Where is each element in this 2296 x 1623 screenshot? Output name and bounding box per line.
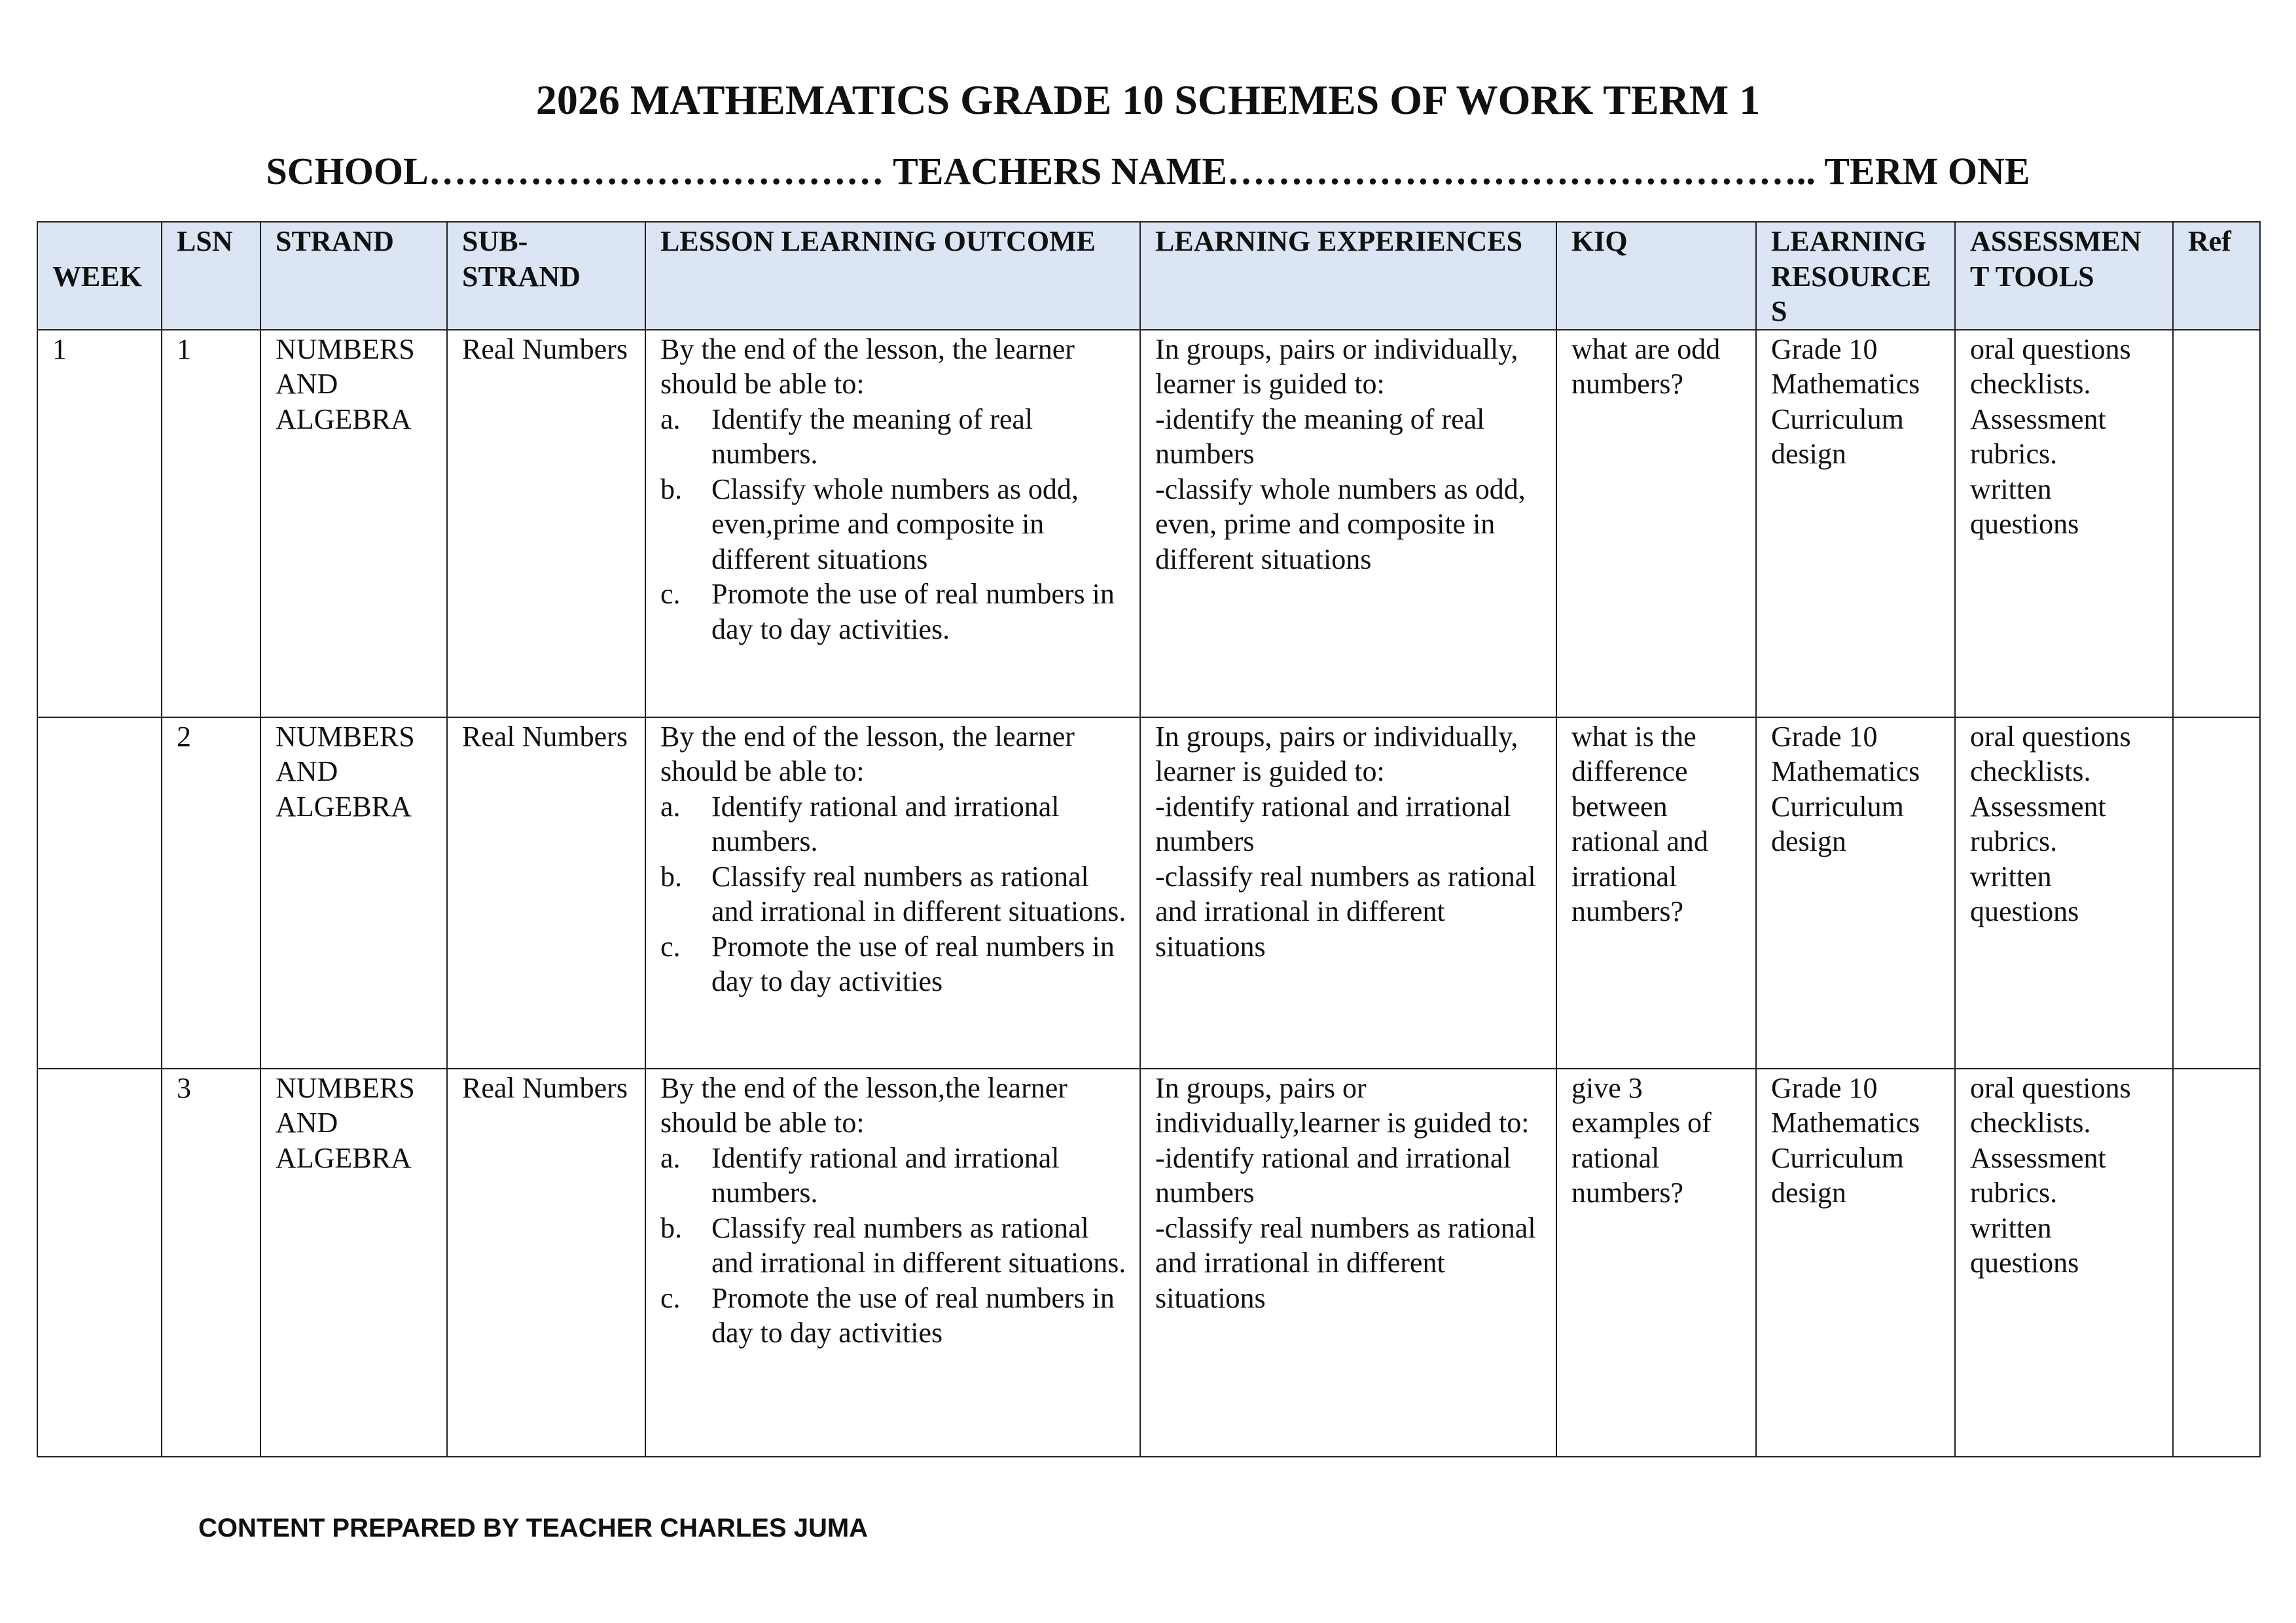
header-sub-strand: SUB-STRAND (447, 222, 645, 330)
cell-kiq: what are odd numbers? (1556, 330, 1756, 717)
cell-learning-resources: Grade 10 Mathematics Curriculum design (1756, 717, 1955, 1069)
footer-credit: CONTENT PREPARED BY TEACHER CHARLES JUMA (198, 1514, 869, 1543)
scheme-of-work-table (37, 221, 2261, 1457)
list-item-letter: c. (660, 578, 681, 610)
list-item-text: Classify real numbers as rational and irrational in different situations. (711, 860, 1126, 927)
cell-lesson-learning-outcome (645, 330, 1140, 717)
list-item (660, 929, 1126, 999)
experience-line: -identify rational and irrational numbers (1155, 790, 1511, 857)
list-item-letter: c. (660, 930, 681, 963)
list-item-letter: a. (660, 790, 681, 823)
cell-lesson-learning-outcome (645, 717, 1140, 1069)
outcome-intro: By the end of the lesson, the learner should be able to: (660, 720, 1075, 787)
cell-ref (2173, 717, 2260, 1069)
cell-strand: NUMBERS AND ALGEBRA (260, 717, 447, 1069)
list-item-text: Classify real numbers as rational and irrational in different situations. (711, 1211, 1126, 1279)
cell-kiq: what is the difference between rational and irrational numbers? (1556, 717, 1756, 1069)
cell-learning-resources: Grade 10 Mathematics Curriculum design (1756, 330, 1955, 717)
list-item-text: Identify rational and irrational numbers. (711, 1141, 1060, 1209)
document-title: 2026 MATHEMATICS GRADE 10 SCHEMES OF WORK TERM 1 (535, 77, 1761, 123)
list-item-letter: c. (660, 1281, 681, 1314)
assessment-item: oral questions (1970, 332, 2131, 365)
header-learning-experiences: LEARNING EXPERIENCES (1140, 222, 1556, 330)
experience-line: -classify real numbers as rational and irrational in different situations (1155, 860, 1536, 963)
cell-ref (2173, 330, 2260, 717)
experience-line: -identify the meaning of real numbers (1155, 402, 1485, 470)
cell-ref (2173, 1069, 2260, 1457)
list-item (660, 1211, 1126, 1281)
assessment-item: checklists. (1970, 368, 2091, 400)
assessment-item: checklists. (1970, 1107, 2091, 1139)
cell-sub-strand: Real Numbers (447, 717, 645, 1069)
outcome-list (660, 789, 1126, 999)
cell-week (37, 1069, 162, 1457)
outcome-intro: By the end of the lesson, the learner should be able to: (660, 332, 1075, 400)
header-assessment-tools-label: ASSESSMENT TOOLS (1970, 225, 2142, 293)
header-lsn: LSN (162, 222, 260, 330)
list-item-text: Promote the use of real numbers in day to day activities (711, 1281, 1115, 1349)
list-item-text: Identify the meaning of real numbers. (711, 402, 1033, 470)
experience-line: In groups, pairs or individually,learner is guided to: (1155, 1071, 1530, 1139)
cell-strand: NUMBERS AND ALGEBRA (260, 330, 447, 717)
assessment-item: oral questions (1970, 1071, 2131, 1104)
cell-learning-resources: Grade 10 Mathematics Curriculum design (1756, 1069, 1955, 1457)
cell-lsn: 3 (162, 1069, 260, 1457)
assessment-item: Assessment rubrics. (1970, 790, 2106, 857)
cell-sub-strand: Real Numbers (447, 1069, 645, 1457)
cell-assessment-tools (1955, 1069, 2173, 1457)
list-item-text: Classify whole numbers as odd, even,prime and composite in different situations (711, 473, 1079, 575)
list-item-letter: a. (660, 402, 681, 435)
cell-strand: NUMBERS AND ALGEBRA (260, 1069, 447, 1457)
table-header-row (37, 222, 2260, 330)
cell-week: 1 (37, 330, 162, 717)
cell-sub-strand: Real Numbers (447, 330, 645, 717)
cell-learning-experiences (1140, 330, 1556, 717)
cell-assessment-tools (1955, 717, 2173, 1069)
cell-lsn: 1 (162, 330, 260, 717)
header-kiq: KIQ (1556, 222, 1756, 330)
experience-line: -classify whole numbers as odd, even, prime and composite in different situations (1155, 473, 1526, 575)
list-item (660, 1281, 1126, 1351)
list-item (660, 789, 1126, 859)
list-item (660, 402, 1126, 472)
header-learning-resources-label: LEARNING RESOURCES (1771, 225, 1931, 327)
list-item (660, 1141, 1126, 1211)
outcome-list (660, 402, 1126, 647)
cell-learning-experiences (1140, 717, 1556, 1069)
table-row (37, 1069, 2260, 1457)
list-item (660, 472, 1126, 577)
assessment-item: written questions (1970, 860, 2079, 927)
list-item-text: Identify rational and irrational numbers. (711, 790, 1060, 857)
header-ref: Ref (2173, 222, 2260, 330)
header-assessment-tools (1955, 222, 2173, 330)
assessment-item: written questions (1970, 1211, 2079, 1279)
outcome-list (660, 1141, 1126, 1351)
list-item-text: Promote the use of real numbers in day to day activities (711, 930, 1115, 997)
cell-kiq: give 3 examples of rational numbers? (1556, 1069, 1756, 1457)
list-item-letter: b. (660, 1211, 682, 1244)
cell-lesson-learning-outcome (645, 1069, 1140, 1457)
list-item-letter: a. (660, 1141, 681, 1174)
header-strand: STRAND (260, 222, 447, 330)
assessment-item: written questions (1970, 473, 2079, 540)
header-learning-resources (1756, 222, 1955, 330)
document-subtitle: SCHOOL……………………………… TEACHERS NAME……………………………………….. TERM ONE (266, 150, 2030, 192)
table-row (37, 717, 2260, 1069)
outcome-intro: By the end of the lesson,the learner should be able to: (660, 1071, 1067, 1139)
cell-lsn: 2 (162, 717, 260, 1069)
list-item-letter: b. (660, 473, 682, 505)
experience-line: -identify rational and irrational numbers (1155, 1141, 1511, 1209)
assessment-item: Assessment rubrics. (1970, 402, 2106, 470)
assessment-item: checklists. (1970, 755, 2091, 787)
list-item-text: Promote the use of real numbers in day to day activities. (711, 578, 1115, 645)
header-week: WEEK (37, 222, 162, 330)
table-row (37, 330, 2260, 717)
experience-line: In groups, pairs or individually, learner is guided to: (1155, 720, 1518, 787)
list-item-letter: b. (660, 860, 682, 893)
list-item (660, 859, 1126, 929)
assessment-item: oral questions (1970, 720, 2131, 753)
experience-line: In groups, pairs or individually, learner is guided to: (1155, 332, 1518, 400)
cell-week (37, 717, 162, 1069)
header-lesson-learning-outcome: LESSON LEARNING OUTCOME (645, 222, 1140, 330)
assessment-item: Assessment rubrics. (1970, 1141, 2106, 1209)
cell-learning-experiences (1140, 1069, 1556, 1457)
cell-assessment-tools (1955, 330, 2173, 717)
list-item (660, 577, 1126, 647)
experience-line: -classify real numbers as rational and irrational in different situations (1155, 1211, 1536, 1314)
